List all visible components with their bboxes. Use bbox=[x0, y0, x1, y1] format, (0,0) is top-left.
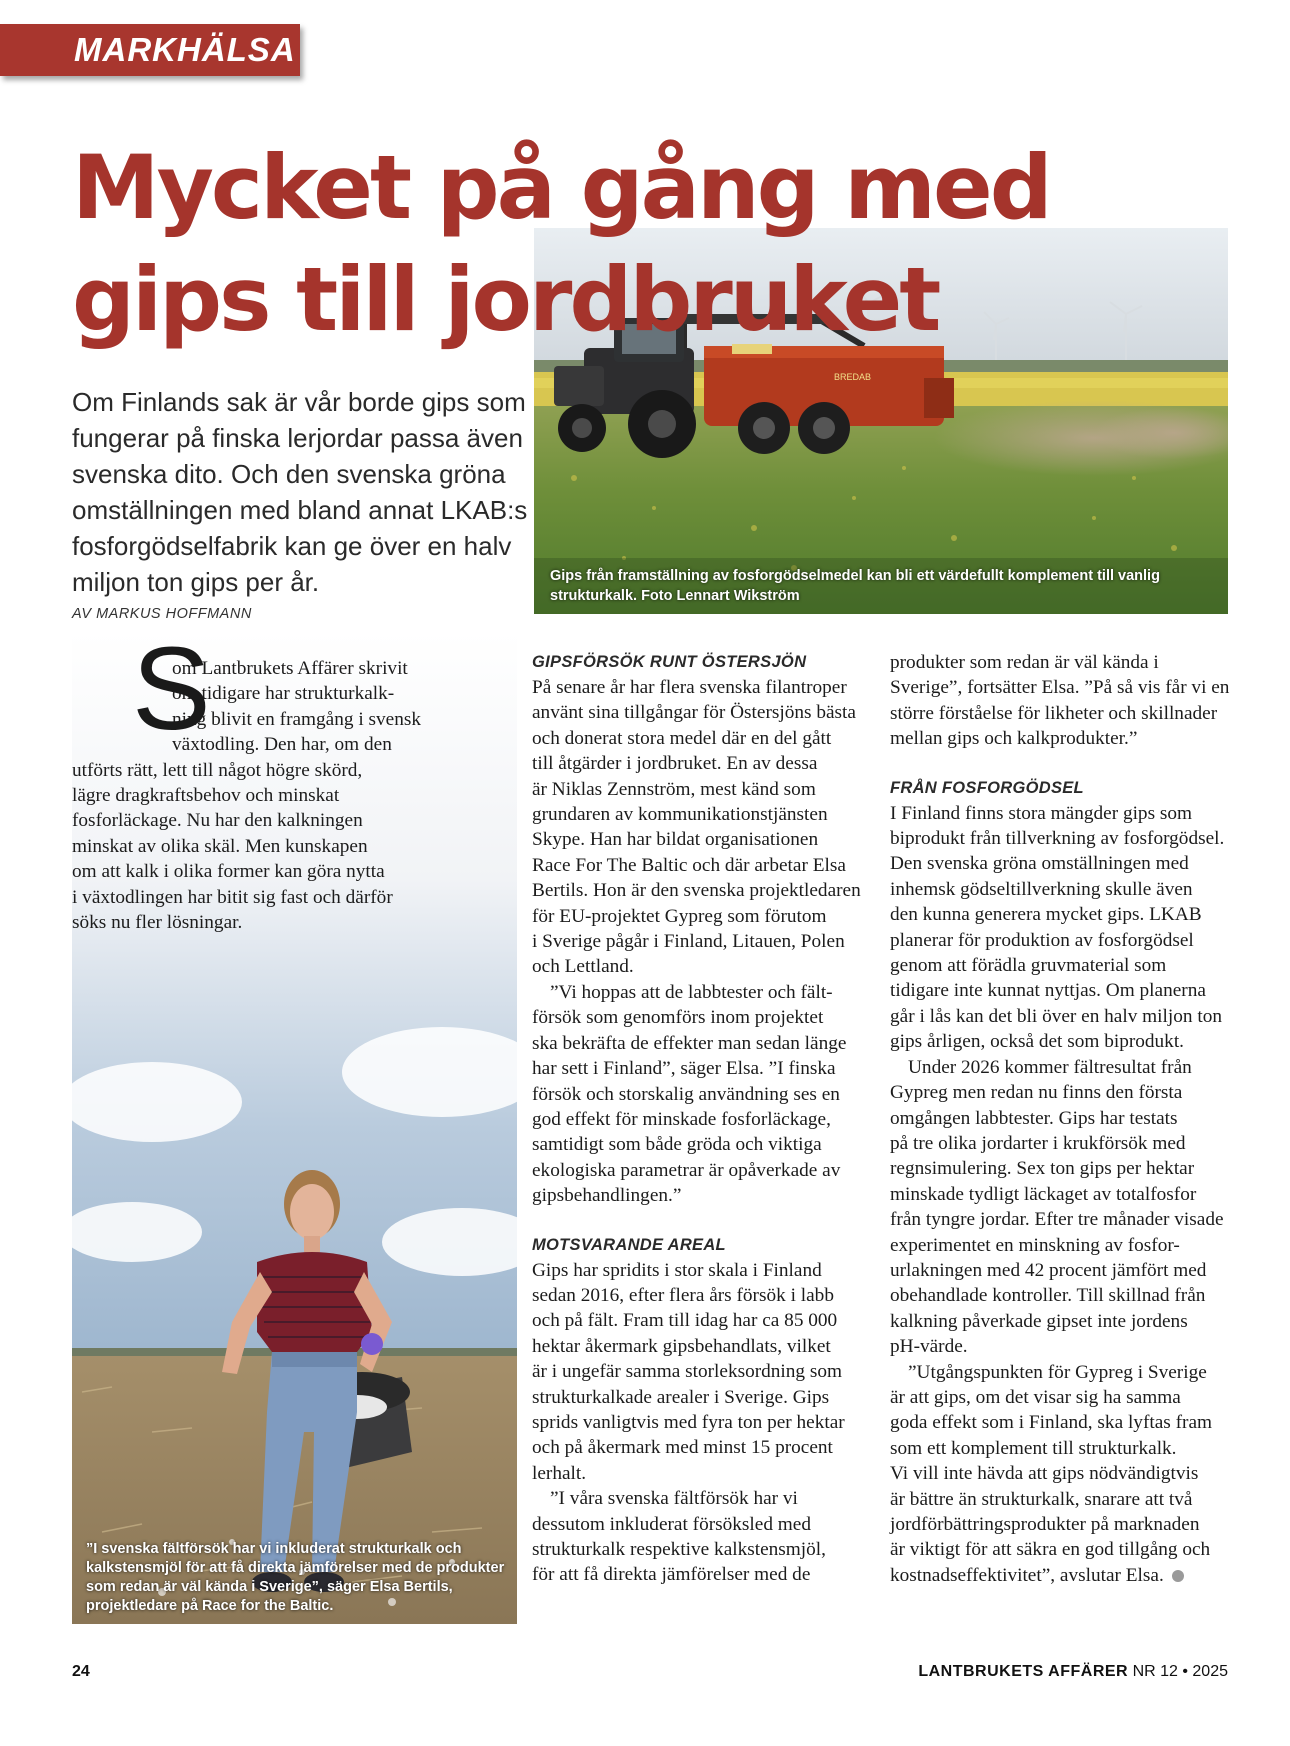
article-column-2 bbox=[532, 650, 862, 1588]
intro-line: minskat av olika skäl. Men kunskapen bbox=[72, 835, 368, 857]
text-line: är bättre än strukturkalk, snarare att två bbox=[890, 1488, 1193, 1510]
text-line: i Sverige pågår i Finland, Litauen, Polen bbox=[532, 931, 845, 953]
text-line: gips årligen, också det som biprodukt. bbox=[890, 1031, 1184, 1053]
text-line: tidigare inte kunnat nyttjas. Om planerna bbox=[890, 980, 1206, 1002]
intro-line: söks nu fler lösningar. bbox=[72, 912, 243, 934]
text-line: Sverige”, fortsätter Elsa. ”På så vis får vi en bbox=[890, 677, 1230, 699]
text-line: är att gips, om det visar sig ha samma bbox=[890, 1386, 1181, 1408]
intro-line: om tidigare har strukturkalk- bbox=[172, 683, 395, 705]
subheading: GIPSFÖRSÖK RUNT ÖSTERSJÖN bbox=[532, 653, 807, 671]
text-line: På senare år har flera svenska filantroper bbox=[532, 677, 847, 698]
text-line: ekologiska parametrar är opåverkade av bbox=[532, 1159, 841, 1181]
text-line: har sett i Finland”, säger Elsa. ”I finska bbox=[532, 1058, 836, 1080]
text-line: urlakningen med 42 procent jämfört med bbox=[890, 1259, 1207, 1281]
text-line: är Niklas Zennström, mest känd som bbox=[532, 778, 816, 800]
paragraph-gap bbox=[532, 1209, 862, 1233]
text-line: dessutom inkluderat försöksled med bbox=[532, 1513, 811, 1535]
lead-paragraph: Om Finlands sak är vår borde gips som fungerar på finska lerjordar passa även svenska dito. Och den svenska gröna omställningen med bland annat LKAB:s fosforgödselfabrik kan ge över en halv miljon ton gips per år. bbox=[72, 387, 528, 597]
text-line: och donerat stora medel där en del gått bbox=[532, 727, 832, 749]
subheading: FRÅN FOSFORGÖDSEL bbox=[890, 778, 1084, 797]
text-line: Gips har spridits i stor skala i Finland bbox=[532, 1259, 822, 1281]
text-line: pH-värde. bbox=[890, 1336, 968, 1358]
text-line: som ett komplement till strukturkalk. bbox=[890, 1437, 1177, 1459]
text-line: går i lås kan det bli över en halv miljon ton bbox=[890, 1005, 1222, 1027]
text-line: och på åkermark med minst 15 procent bbox=[532, 1437, 833, 1459]
text-line: Under 2026 kommer fältresultat från bbox=[908, 1056, 1192, 1078]
text-line: sprids vanligtvis med fyra ton per hektar bbox=[532, 1411, 845, 1433]
woman-photo bbox=[72, 632, 517, 1624]
subheading: MOTSVARANDE AREAL bbox=[532, 1235, 726, 1254]
text-line: genom att förädla gruvmaterial som bbox=[890, 955, 1167, 977]
tractor-photo-caption: Gips från framställning av fosforgödselmedel kan bli ett värdefullt komplement till vanlig strukturkalk. Foto Lennart Wikström bbox=[550, 568, 1160, 604]
page-title: Mycket på gång med gips till jordbruket bbox=[72, 136, 1050, 351]
intro-line: om att kalk i olika former kan göra nytta bbox=[72, 861, 385, 883]
intro-line: fosforläckage. Nu har den kalkningen bbox=[72, 810, 363, 832]
text-line: och på fält. Fram till idag har ca 85 000 bbox=[532, 1310, 838, 1332]
text-line: I Finland finns stora mängder gips som bbox=[890, 802, 1193, 824]
text-line: omgången labbtester. Gips har testats bbox=[890, 1107, 1178, 1129]
text-line: är i ungefär samma storleksordning som bbox=[532, 1361, 843, 1383]
text-line: är viktigt för att säkra en god tillgång och bbox=[890, 1539, 1211, 1561]
text-line: på tre olika jordarter i krukförsök med bbox=[890, 1132, 1186, 1154]
woman-photo-caption: ”I svenska fältförsök har vi inkluderat strukturkalk och kalkstensmjöl för att få direkta jämförelser med de produkter som redan är väl kända i Sverige”, säger Elsa Bertils, projektledare på Race for the Baltic. bbox=[86, 1541, 505, 1614]
text-line: Skype. Han har bildat organisationen bbox=[532, 829, 819, 851]
intro-line: ning blivit en framgång i svensk bbox=[172, 708, 422, 730]
text-line: inhemsk gödseltillverkning skulle även bbox=[890, 878, 1193, 900]
text-line: goda effekt som i Finland, ska lyftas fram bbox=[890, 1412, 1213, 1434]
text-line: Race For The Baltic och där arbetar Elsa bbox=[532, 854, 846, 876]
text-line: och Lettland. bbox=[532, 956, 634, 978]
text-line: experimentet en minskning av fosfor- bbox=[890, 1234, 1180, 1256]
paragraph-gap bbox=[890, 752, 1240, 776]
text-line: Bertils. Hon är den svenska projektledaren bbox=[532, 880, 861, 902]
text-line: ”I våra svenska fältförsök har vi bbox=[550, 1488, 798, 1510]
intro-line: om Lantbrukets Affärer skrivit bbox=[172, 658, 408, 679]
text-line: gipsbehandlingen.” bbox=[532, 1185, 682, 1207]
text-line: regnsimulering. Sex ton gips per hektar bbox=[890, 1158, 1195, 1180]
article-column-3 bbox=[890, 650, 1240, 1588]
spreader-label: BREDAB bbox=[834, 372, 872, 382]
text-line: till åtgärder i jordbruket. En av dessa bbox=[532, 753, 818, 775]
intro-line: växtodling. Den har, om den bbox=[172, 734, 392, 756]
drop-cap: S bbox=[132, 632, 211, 755]
end-of-article-mark bbox=[1172, 1570, 1184, 1582]
text-line: obehandlade kontroller. Till skillnad från bbox=[890, 1285, 1206, 1307]
text-line: lerhalt. bbox=[532, 1462, 587, 1484]
text-line: strukturkalk respektive kalkstensmjöl, bbox=[532, 1539, 826, 1560]
text-line: försök som genomförs inom projektet bbox=[532, 1007, 824, 1029]
text-line: ”Utgångspunkten för Gypreg i Sverige bbox=[908, 1361, 1207, 1383]
text-line: grundaren av kommunikationstjänsten bbox=[532, 804, 828, 826]
text-line: jordförbättringsprodukter på marknaden bbox=[890, 1514, 1200, 1535]
text-line: kalkning påverkade gipset inte jordens bbox=[890, 1310, 1188, 1332]
text-line: använt sina tillgångar för Östersjöns bästa bbox=[532, 702, 856, 724]
intro-line: i växtodlingen har bitit sig fast och därför bbox=[72, 886, 393, 908]
text-line: Vi vill inte hävda att gips nödvändigtvis bbox=[890, 1463, 1199, 1485]
intro-line: lägre dragkraftsbehov och minskat bbox=[72, 785, 340, 807]
text-line: Gypreg men redan nu finns den första bbox=[890, 1082, 1183, 1104]
text-line: biprodukt från tillverkning av fosforgödsel. bbox=[890, 828, 1225, 850]
text-line: för EU-projektet Gypreg som förutom bbox=[532, 905, 827, 927]
section-tag: MARKHÄLSA bbox=[0, 24, 300, 76]
text-line: hektar åkermark gipsbehandlats, vilket bbox=[532, 1335, 831, 1357]
issue-number: NR 12 • 2025 bbox=[1132, 1663, 1228, 1680]
publication-name: LANTBRUKETS AFFÄRER bbox=[918, 1663, 1129, 1680]
text-line: den kunna generera mycket gips. LKAB bbox=[890, 904, 1202, 926]
text-line: från tyngre jordar. Efter tre månader visade bbox=[890, 1209, 1224, 1231]
text-line: mellan gips och kalkprodukter.” bbox=[890, 728, 1138, 750]
text-line: samtidigt som både gröda och viktiga bbox=[532, 1134, 822, 1156]
text-line: Den svenska gröna omställningen med bbox=[890, 853, 1189, 875]
text-line: för att få direkta jämförelser med de bbox=[532, 1564, 811, 1586]
text-line: god effekt för minskade fosforläckage, bbox=[532, 1108, 831, 1130]
intro-line: utförts rätt, lett till något högre skörd, bbox=[72, 759, 363, 781]
text-line: sedan 2016, efter flera års försök i labb bbox=[532, 1284, 834, 1306]
page-number: 24 bbox=[72, 1663, 90, 1680]
text-line: ”Vi hoppas att de labbtester och fält- bbox=[550, 981, 833, 1003]
text-line: minskade tydligt läckaget av totalfosfor bbox=[890, 1183, 1197, 1205]
text-line: kostnadseffektivitet”, avslutar Elsa. bbox=[890, 1563, 1240, 1588]
text-line: ska bekräfta de effekter man sedan länge bbox=[532, 1032, 847, 1054]
text-line: försök och storskalig användning ses en bbox=[532, 1083, 840, 1105]
byline: AV MARKUS HOFFMANN bbox=[72, 606, 252, 622]
text-line: strukturkalkade arealer i Sverige. Gips bbox=[532, 1386, 830, 1408]
text-line: produkter som redan är väl kända i bbox=[890, 652, 1159, 673]
text-line: planerar för produktion av fosforgödsel bbox=[890, 929, 1194, 951]
publication-footer bbox=[918, 1663, 1228, 1681]
text-line: större förståelse för likheter och skillnader bbox=[890, 702, 1218, 724]
